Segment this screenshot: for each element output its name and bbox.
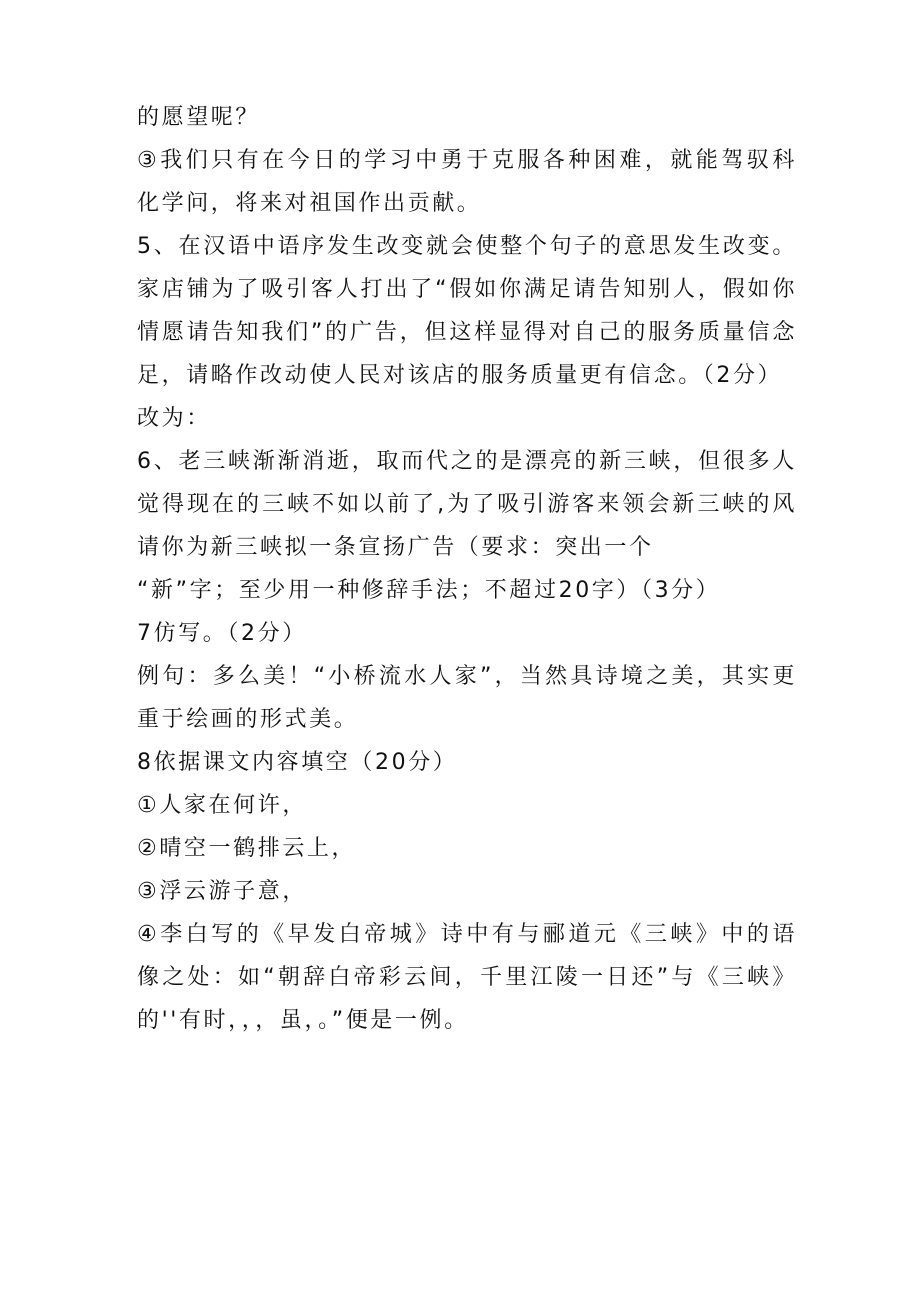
text-line: 请你为新三峡拟一条宣扬广告（要求：突出一个 xyxy=(137,535,654,560)
text-line: ④李白写的《早发白帝城》诗中有与郦道元《三峡》中的语 xyxy=(137,922,797,947)
text-line: 家店铺为了吸引客人打出了“假如你满足请告知别人，假如你 xyxy=(137,277,797,302)
text-line: ③我们只有在今日的学习中勇于克服各种困难，就能驾驭科 xyxy=(137,148,797,173)
text-line: 6、老三峡渐渐消逝，取而代之的是漂亮的新三峡，但很多人 xyxy=(137,449,797,474)
text-line: 足，请略作改动使人民对该店的服务质量更有信念。（2分） xyxy=(137,363,783,388)
text-line: ③浮云游子意， xyxy=(137,879,307,904)
text-line: 重于绘画的形式美。 xyxy=(137,707,359,732)
text-line: ②晴空一鹤排云上， xyxy=(137,836,357,861)
document-body xyxy=(137,96,797,1042)
text-line: 的''有时，，，虽，。”便是一例。 xyxy=(137,1008,469,1033)
text-line: ①人家在何许， xyxy=(137,793,307,818)
text-line: 5、在汉语中语序发生改变就会使整个句子的意思发生改变。 xyxy=(137,234,797,259)
text-line: 像之处：如“朝辞白帝彩云间，千里江陵一日还”与《三峡》 xyxy=(137,965,797,990)
text-line: 7仿写。（2分） xyxy=(137,621,307,646)
text-line: 例句：多么美！“小桥流水人家”，当然具诗境之美，其实更 xyxy=(137,664,797,689)
text-line: 觉得现在的三峡不如以前了,为了吸引游客来领会新三峡的风 xyxy=(137,492,797,517)
text-line: 情愿请告知我们”的广告，但这样显得对自己的服务质量信念 xyxy=(137,320,797,345)
text-line: 化学问，将来对祖国作出贡献。 xyxy=(137,191,482,216)
text-line: “新”字；至少用一种修辞手法；不超过20字）（3分） xyxy=(137,578,721,603)
text-line: 8依据课文内容填空（20分） xyxy=(137,750,458,775)
text-line: 改为： xyxy=(137,406,211,431)
text-line: 的愿望呢？ xyxy=(137,105,261,130)
